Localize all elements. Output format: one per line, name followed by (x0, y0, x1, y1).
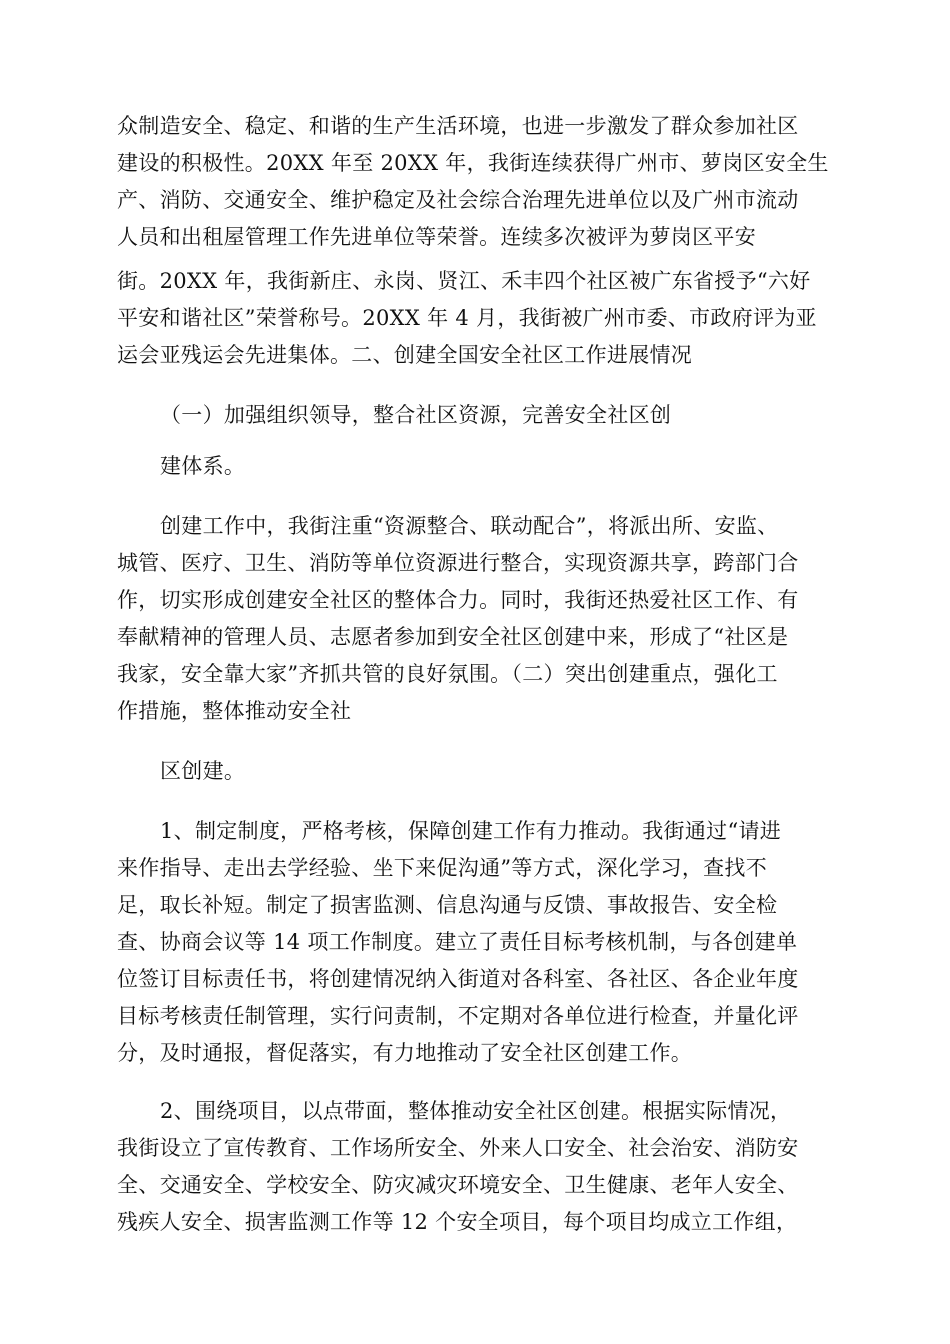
section-heading-continuation: 区创建。 (160, 759, 246, 783)
text-line: 奉献精神的管理人员、志愿者参加到安全社区创建中来，形成了“社区是 (117, 625, 789, 649)
text-line: 足，取长补短。制定了损害监测、信息沟通与反馈、事故报告、安全检 (117, 893, 778, 917)
text-line: 作，切实形成创建安全社区的整体合力。同时，我街还热爱社区工作、有 (117, 588, 799, 612)
text-line: 作措施，整体推动安全社 (117, 699, 352, 723)
text-line: 全、交通安全、学校安全、防灾减灾环境安全、卫生健康、老年人安全、 (117, 1173, 799, 1197)
text-line: 位签订目标责任书，将创建情况纳入街道对各科室、各社区、各企业年度 (117, 967, 799, 991)
text-line: 残疾人安全、损害监测工作等 12 个安全项目，每个项目均成立工作组， (117, 1210, 798, 1234)
paragraph-first-line: 2、围绕项目，以点带面，整体推动安全社区创建。根据实际情况， (160, 1099, 792, 1123)
text-line: 产、消防、交通安全、维护稳定及社会综合治理先进单位以及广州市流动 (117, 188, 799, 212)
section-heading: （一）加强组织领导，整合社区资源，完善安全社区创 (160, 403, 672, 427)
text-line: 众制造安全、稳定、和谐的生产生活环境，也进一步激发了群众参加社区 (117, 114, 799, 138)
paragraph-first-line: 1、制定制度，严格考核，保障创建工作有力推动。我街通过“请进 (160, 819, 782, 843)
text-line: 街。20XX 年，我街新庄、永岗、贤江、禾丰四个社区被广东省授予“六好 (117, 269, 811, 293)
text-line: 来作指导、走出去学经验、坐下来促沟通”等方式，深化学习，查找不 (117, 856, 768, 880)
text-line: 城管、医疗、卫生、消防等单位资源进行整合，实现资源共享，跨部门合 (117, 551, 799, 575)
text-line: 运会亚残运会先进集体。二、创建全国安全社区工作进展情况 (117, 343, 693, 367)
text-line: 查、协商会议等 14 项工作制度。建立了责任目标考核机制，与各创建单 (117, 930, 798, 954)
text-line: 目标考核责任制管理，实行问责制，不定期对各单位进行检查，并量化评 (117, 1004, 799, 1028)
text-line: 我街设立了宣传教育、工作场所安全、外来人口安全、社会治安、消防安 (117, 1136, 799, 1160)
paragraph-first-line: 创建工作中，我街注重“资源整合、联动配合”，将派出所、安监、 (160, 514, 779, 538)
text-line: 建设的积极性。20XX 年至 20XX 年，我街连续获得广州市、萝岗区安全生 (117, 151, 829, 175)
text-line: 人员和出租屋管理工作先进单位等荣誉。连续多次被评为萝岗区平安 (117, 225, 756, 249)
text-line: 平安和谐社区”荣誉称号。20XX 年 4 月，我街被广州市委、市政府评为亚 (117, 306, 817, 330)
text-line: 分，及时通报，督促落实，有力地推动了安全社区创建工作。 (117, 1041, 693, 1065)
section-heading-continuation: 建体系。 (160, 454, 246, 478)
text-line: 我家，安全靠大家”齐抓共管的良好氛围。（二）突出创建重点，强化工 (117, 662, 778, 686)
